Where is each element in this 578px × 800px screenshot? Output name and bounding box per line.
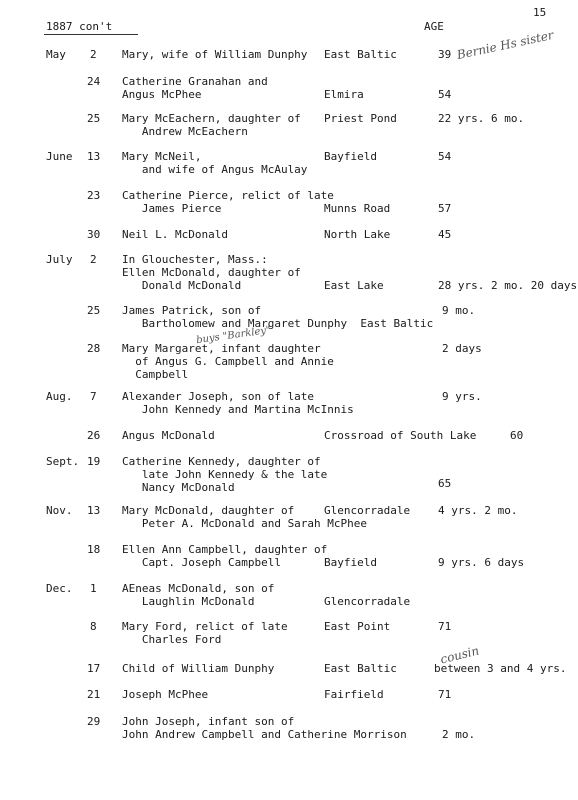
entry-name: Alexander Joseph, son of late xyxy=(122,390,315,403)
entry-month: Dec. xyxy=(46,582,73,595)
entry-name: James Patrick, son of xyxy=(122,304,262,317)
entry-name-cont: and wife of Angus McAulay xyxy=(122,163,308,176)
entry-day: 25 xyxy=(87,112,101,125)
entry-name: Mary, wife of William Dunphy xyxy=(122,48,308,61)
entry-name: Joseph McPhee xyxy=(122,688,209,701)
entry-age: 54 xyxy=(438,88,452,101)
entry-name: Ellen Ann Campbell, daughter of xyxy=(122,543,328,556)
handwritten-annotation: Bernie Hs sister xyxy=(455,27,555,63)
entry-name: AEneas McDonald, son of xyxy=(122,582,275,595)
entry-name-cont: John Kennedy and Martina McInnis xyxy=(122,403,354,416)
entry-day: 8 xyxy=(90,620,97,633)
entry-place: Glencorradale xyxy=(324,504,411,517)
entry-day: 19 xyxy=(87,455,101,468)
entry-age: 9 yrs. 6 days xyxy=(438,556,525,569)
entry-place: Priest Pond xyxy=(324,112,397,125)
entry-name-cont: Laughlin McDonald xyxy=(122,595,255,608)
entry-place: Bayfield xyxy=(324,556,377,569)
entry-day: 24 xyxy=(87,75,101,88)
entry-name: Mary McDonald, daughter of xyxy=(122,504,295,517)
entry-day: 21 xyxy=(87,688,101,701)
entry-place: Crossroad of South Lake xyxy=(324,429,477,442)
handwritten-annotation: buys "Barkley" xyxy=(195,324,272,347)
entry-name: Angus McDonald xyxy=(122,429,215,442)
handwritten-annotation: cousin xyxy=(438,643,481,667)
entry-place: Glencorradale xyxy=(324,595,411,608)
entry-age: 45 xyxy=(438,228,452,241)
entry-day: 2 xyxy=(90,253,97,266)
entry-place: East Lake xyxy=(324,279,384,292)
entry-place: Bayfield xyxy=(324,150,377,163)
entry-name-cont: Nancy McDonald xyxy=(122,481,235,494)
entry-name: Catherine Kennedy, daughter of xyxy=(122,455,321,468)
header-underline xyxy=(44,34,138,35)
entry-name: John Joseph, infant son of xyxy=(122,715,295,728)
entry-day: 7 xyxy=(90,390,97,403)
entry-day: 13 xyxy=(87,504,101,517)
entry-name-cont: Charles Ford xyxy=(122,633,222,646)
entry-age: 22 yrs. 6 mo. xyxy=(438,112,525,125)
entry-age: 9 yrs. xyxy=(442,390,482,403)
entry-day: 23 xyxy=(87,189,101,202)
entry-name: Mary McEachern, daughter of xyxy=(122,112,301,125)
entry-name: Neil L. McDonald xyxy=(122,228,228,241)
entry-age: between 3 and 4 yrs. xyxy=(434,662,567,675)
entry-day: 28 xyxy=(87,342,101,355)
entry-name-cont: Andrew McEachern xyxy=(122,125,248,138)
entry-name: In Glouchester, Mass.: xyxy=(122,253,268,266)
entry-name: Mary Margaret, infant daughter xyxy=(122,342,321,355)
entry-name: Child of William Dunphy xyxy=(122,662,275,675)
entry-place: North Lake xyxy=(324,228,391,241)
entry-age: 57 xyxy=(438,202,452,215)
entry-place: Munns Road xyxy=(324,202,391,215)
entry-name-cont: Peter A. McDonald and Sarah McPhee xyxy=(122,517,368,530)
entry-place: East Baltic xyxy=(324,48,397,61)
entry-place: Fairfield xyxy=(324,688,384,701)
entry-age: 71 xyxy=(438,620,452,633)
entry-month: June xyxy=(46,150,73,163)
header-age: AGE xyxy=(424,20,444,33)
entry-name-cont: Campbell xyxy=(122,368,189,381)
entry-day: 1 xyxy=(90,582,97,595)
entry-age: 2 mo. xyxy=(442,728,476,741)
entry-month: July xyxy=(46,253,73,266)
entry-day: 17 xyxy=(87,662,101,675)
entry-name-cont: Bartholomew and Margaret Dunphy East Baltic xyxy=(122,317,434,330)
entry-month: Nov. xyxy=(46,504,73,517)
entry-age: 71 xyxy=(438,688,452,701)
entry-age: 39 xyxy=(438,48,452,61)
entry-name-cont: Angus McPhee xyxy=(122,88,202,101)
entry-age: 60 xyxy=(510,429,524,442)
entry-day: 13 xyxy=(87,150,101,163)
entry-day: 30 xyxy=(87,228,101,241)
entry-age: 65 xyxy=(438,477,452,490)
entry-name-cont: Capt. Joseph Campbell xyxy=(122,556,281,569)
entry-day: 2 xyxy=(90,48,97,61)
entry-age: 54 xyxy=(438,150,452,163)
entry-name-cont: John Andrew Campbell and Catherine Morrison xyxy=(122,728,407,741)
entry-place: East Baltic xyxy=(324,662,397,675)
entry-month: Aug. xyxy=(46,390,73,403)
entry-age: 4 yrs. 2 mo. xyxy=(438,504,518,517)
entry-name-cont: late John Kennedy & the late xyxy=(122,468,328,481)
entry-month: May xyxy=(46,48,66,61)
entry-day: 18 xyxy=(87,543,101,556)
entry-name: Mary Ford, relict of late xyxy=(122,620,288,633)
entry-day: 29 xyxy=(87,715,101,728)
entry-name: Catherine Granahan and xyxy=(122,75,268,88)
entry-name-cont: Ellen McDonald, daughter of xyxy=(122,266,301,279)
entry-place: Elmira xyxy=(324,88,364,101)
entry-name-cont: Donald McDonald xyxy=(122,279,242,292)
entry-name-cont: James Pierce xyxy=(122,202,222,215)
entry-age: 28 yrs. 2 mo. 20 days xyxy=(438,279,578,292)
entry-day: 26 xyxy=(87,429,101,442)
entry-age: 2 days xyxy=(442,342,482,355)
page-number: 15 xyxy=(533,6,547,19)
entry-name: Catherine Pierce, relict of late xyxy=(122,189,334,202)
header-year: 1887 con't xyxy=(46,20,113,33)
entry-month: Sept. xyxy=(46,455,80,468)
entry-age: 9 mo. xyxy=(442,304,476,317)
entry-day: 25 xyxy=(87,304,101,317)
entry-name: Mary McNeil, xyxy=(122,150,202,163)
entry-name-cont: of Angus G. Campbell and Annie xyxy=(122,355,334,368)
entry-place: East Point xyxy=(324,620,391,633)
